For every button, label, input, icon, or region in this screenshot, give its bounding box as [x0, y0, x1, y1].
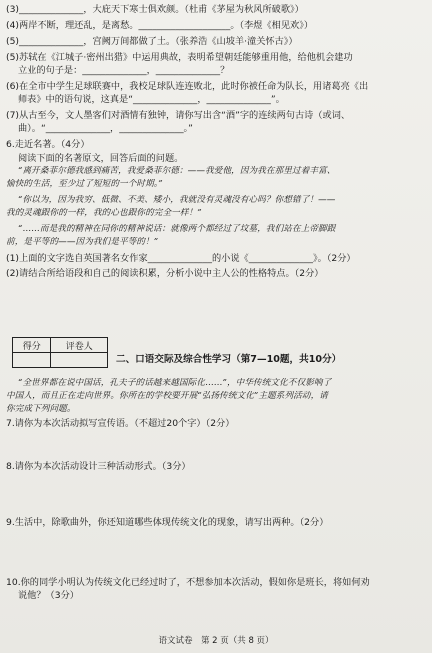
question-5-3: (3)______________，大庇天下寒士俱欢颜。（杜甫《茅屋为秋风所破歌》） [6, 4, 304, 15]
question-5-5a: (5)______________，宫阙万间都做了土。（张养浩《山坡羊·潼关怀古》） [6, 36, 298, 47]
question-5-4: (4)两岸不断，理还乱，是离愁。____________________。（李煜《相见欢》） [6, 20, 314, 31]
question-8: 8.请你为本次活动设计三种活动形式。（3分） [6, 461, 191, 472]
question-5-7-line1: (7)从古至今，文人墨客们对酒情有独钟，请你写出含“酒”字的连续两句古诗（或词、 [6, 110, 351, 121]
section-intro-line2: 中国人，而且正在走向世界。你所在的学校要开展“弘扬传统文化”主题系列活动，请 [6, 391, 328, 401]
question-6-1: (1)上面的文字选自英国著名女作家______________的小说《______________》。（2分） [6, 253, 356, 264]
excerpt-3-line2: 前，是平等的——因为我们是平等的！” [6, 237, 159, 247]
grader-header: 评卷人 [51, 338, 108, 353]
excerpt-3-line1: “……而是我的精神在同你的精神说话：就像两个都经过了坟墓，我们站在上帝脚跟 [18, 224, 336, 234]
section-intro-line3: 你完成下列问题。 [6, 404, 76, 414]
question-5-5b-line1: (5)苏轼在《江城子·密州出猎》中运用典故，表明希望朝廷能够重用他，给他机会建功 [6, 52, 353, 63]
score-table [12, 337, 108, 368]
question-6-title: 6.走近名著。（4分） [6, 139, 90, 150]
question-6-2: (2)请结合所给语段和自己的阅读积累，分析小说中主人公的性格特点。（2分） [6, 268, 324, 279]
excerpt-1-line2: 愉快的生活，至少过了短短的一个时期。” [6, 179, 163, 189]
excerpt-1-line1: “离开桑菲尔德我感到痛苦，我爱桑菲尔德：——我爱他，因为我在那里过着丰富、 [18, 166, 336, 176]
score-header: 得分 [13, 338, 51, 353]
question-9: 9.生活中，除歌曲外，你还知道哪些体现传统文化的现象，请写出两种。（2分） [6, 517, 329, 528]
excerpt-2-line2: 我的灵魂跟你的一样，我的心也跟你的完全一样！” [6, 208, 202, 218]
question-5-5b-line2: 立业的句子是：______________，______________？ [18, 65, 230, 76]
page-footer: 语文试卷 第 2 页（共 8 页） [158, 636, 274, 646]
question-7: 7.请你为本次活动拟写宣传语。（不超过20个字）（2分） [6, 418, 235, 429]
grader-cell [51, 353, 108, 368]
question-6-intro: 阅读下面的名著原文，回答后面的问题。 [18, 153, 184, 164]
question-10-line1: 10.你的同学小明认为传统文化已经过时了，不想参加本次活动，假如你是班长，将如何劝 [6, 577, 370, 588]
score-cell [13, 353, 51, 368]
section-title: 二、口语交际及综合性学习（第7—10题，共10分） [116, 354, 342, 365]
question-5-6-line1: (6)在全市中学生足球联赛中，我校足球队连连败北，此时你被任命为队长，用诸葛亮《出 [6, 81, 369, 92]
section-intro-line1: “全世界都在说中国话，孔夫子的话越来越国际化……”，中华传统文化不仅影响了 [18, 378, 332, 388]
excerpt-2-line1: “你以为，因为我穷、低微、不美、矮小，我就没有灵魂没有心吗？你想错了！—— [18, 195, 336, 205]
question-10-line2: 说他？（3分） [18, 590, 79, 601]
question-5-6-line2: 师表》中的语句说，这真是“______________，______________”。 [18, 94, 285, 105]
question-5-7-line2: 曲）。“______________，______________。” [18, 123, 193, 134]
